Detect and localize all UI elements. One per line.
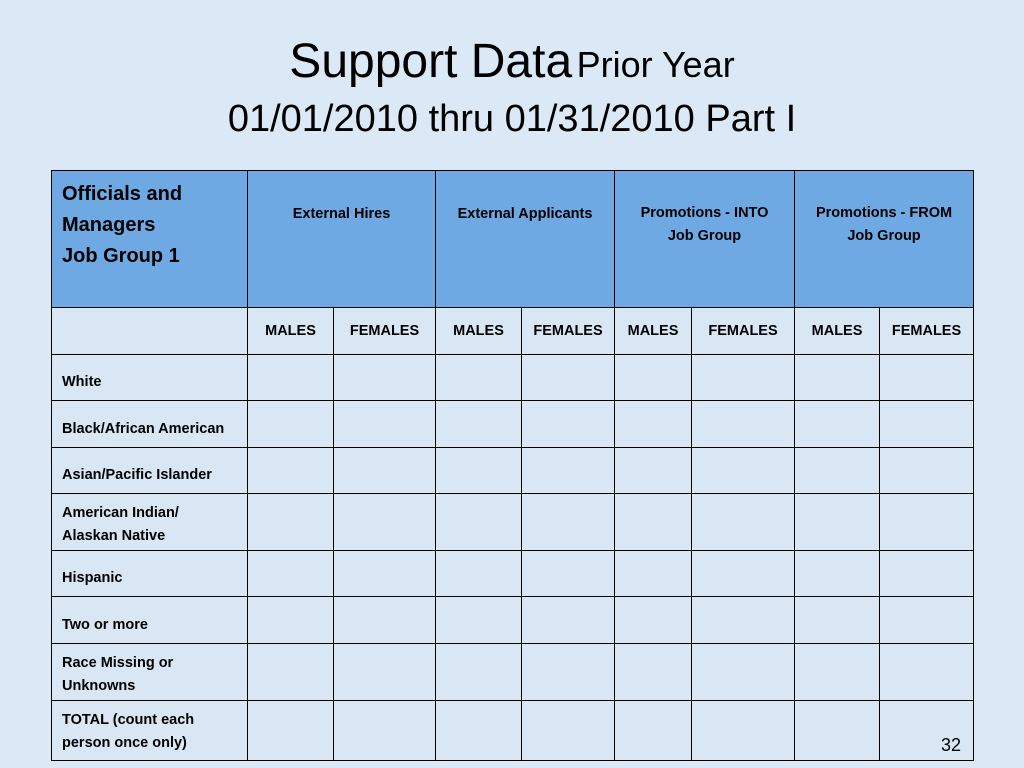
data-cell (522, 355, 615, 401)
page-number: 32 (941, 735, 962, 755)
subheader-cell: FEMALES (334, 308, 436, 355)
data-cell (795, 597, 880, 644)
data-cell (615, 448, 692, 494)
data-cell (795, 448, 880, 494)
row-label-text: Two or more (62, 617, 148, 633)
data-cell (248, 355, 334, 401)
data-cell (436, 401, 522, 448)
data-cell (522, 701, 615, 761)
table-row (52, 597, 974, 644)
data-cell (334, 597, 436, 644)
subheader-cell: MALES (615, 308, 692, 355)
row-label-text: Alaskan Native (62, 528, 166, 544)
data-cell (522, 448, 615, 494)
data-cell (880, 701, 974, 761)
data-cell (692, 551, 795, 597)
data-cell (436, 644, 522, 701)
group-label: Promotions - INTO (640, 205, 769, 221)
table-row (52, 644, 974, 701)
data-cell (248, 448, 334, 494)
data-cell (522, 401, 615, 448)
row-label-text: TOTAL (count each (62, 712, 195, 728)
row-label (52, 701, 248, 761)
data-cell (615, 597, 692, 644)
table-row (52, 401, 974, 448)
subheader-cell: MALES (795, 308, 880, 355)
data-cell (795, 401, 880, 448)
data-cell (615, 551, 692, 597)
data-cell (334, 701, 436, 761)
row-label-text: Race Missing or (62, 655, 174, 671)
row-label-text: Black/African American (62, 421, 225, 437)
row-label-text: White (62, 374, 102, 390)
data-cell (248, 401, 334, 448)
slide-title (0, 35, 1024, 140)
data-cell (880, 597, 974, 644)
row-label (52, 448, 248, 494)
data-cell (615, 494, 692, 551)
corner-line: Officials and (62, 183, 183, 205)
row-label-text: Asian/Pacific Islander (62, 467, 212, 483)
data-cell (334, 401, 436, 448)
data-cell (436, 448, 522, 494)
data-cell (615, 401, 692, 448)
row-label (52, 551, 248, 597)
group-label: Job Group (667, 228, 742, 244)
data-cell (615, 355, 692, 401)
support-data-table (51, 170, 974, 761)
data-cell (880, 644, 974, 701)
table-row (52, 448, 974, 494)
subheader-cell: MALES (248, 308, 334, 355)
subheader-row (52, 308, 974, 355)
data-cell (880, 448, 974, 494)
data-cell (692, 644, 795, 701)
row-label-text: Unknowns (62, 678, 136, 694)
row-label (52, 597, 248, 644)
group-promotions-from (795, 171, 974, 308)
data-cell (522, 644, 615, 701)
group-external-hires (248, 171, 436, 308)
data-cell (436, 355, 522, 401)
data-cell (692, 597, 795, 644)
data-cell (880, 355, 974, 401)
data-cell (436, 494, 522, 551)
data-cell (615, 701, 692, 761)
row-label (52, 401, 248, 448)
subheader-cell: FEMALES (880, 308, 974, 355)
data-cell (522, 494, 615, 551)
data-cell (248, 597, 334, 644)
row-label-text: American Indian/ (62, 505, 179, 521)
data-cell (248, 701, 334, 761)
data-cell (522, 551, 615, 597)
table-row (52, 701, 974, 761)
data-cell (436, 551, 522, 597)
data-cell (248, 494, 334, 551)
data-cell (795, 644, 880, 701)
data-cell (795, 355, 880, 401)
row-label-text: person once only) (62, 735, 187, 751)
row-label (52, 355, 248, 401)
group-promotions-into (615, 171, 795, 308)
data-cell (436, 597, 522, 644)
subheader-cell: FEMALES (692, 308, 795, 355)
table-row (52, 355, 974, 401)
data-cell (436, 701, 522, 761)
data-cell (692, 494, 795, 551)
subheader-cell: MALES (436, 308, 522, 355)
data-cell (248, 551, 334, 597)
title-line-1 (0, 35, 1024, 94)
row-label (52, 644, 248, 701)
group-label: External Hires (292, 206, 391, 222)
data-cell (692, 355, 795, 401)
data-cell (692, 448, 795, 494)
table-row (52, 494, 974, 551)
data-cell (795, 494, 880, 551)
data-cell (615, 644, 692, 701)
data-cell (522, 597, 615, 644)
data-cell (692, 401, 795, 448)
data-cell (248, 644, 334, 701)
data-cell (334, 644, 436, 701)
title-date-range: 01/01/2010 thru 01/31/2010 Part I (227, 98, 797, 140)
row-label (52, 494, 248, 551)
table-row (52, 551, 974, 597)
data-cell (880, 551, 974, 597)
header-row (52, 171, 974, 308)
data-cell (334, 355, 436, 401)
data-cell (880, 494, 974, 551)
title-subtitle: Prior Year (576, 44, 735, 85)
data-cell (692, 701, 795, 761)
title-main: Support Data (289, 35, 573, 88)
data-cell (334, 448, 436, 494)
corner-line: Job Group 1 (62, 245, 180, 267)
group-external-applicants (436, 171, 615, 308)
group-label: External Applicants (457, 206, 593, 222)
data-cell (334, 551, 436, 597)
data-cell (795, 551, 880, 597)
data-cell (795, 701, 880, 761)
job-group-header (52, 171, 248, 308)
subheader-cell: FEMALES (522, 308, 615, 355)
data-cell (880, 401, 974, 448)
group-label: Promotions - FROM (815, 205, 953, 221)
corner-line: Managers (62, 214, 156, 236)
data-cell (334, 494, 436, 551)
blank-cell (52, 308, 248, 355)
group-label: Job Group (847, 228, 921, 244)
row-label-text: Hispanic (62, 570, 123, 586)
